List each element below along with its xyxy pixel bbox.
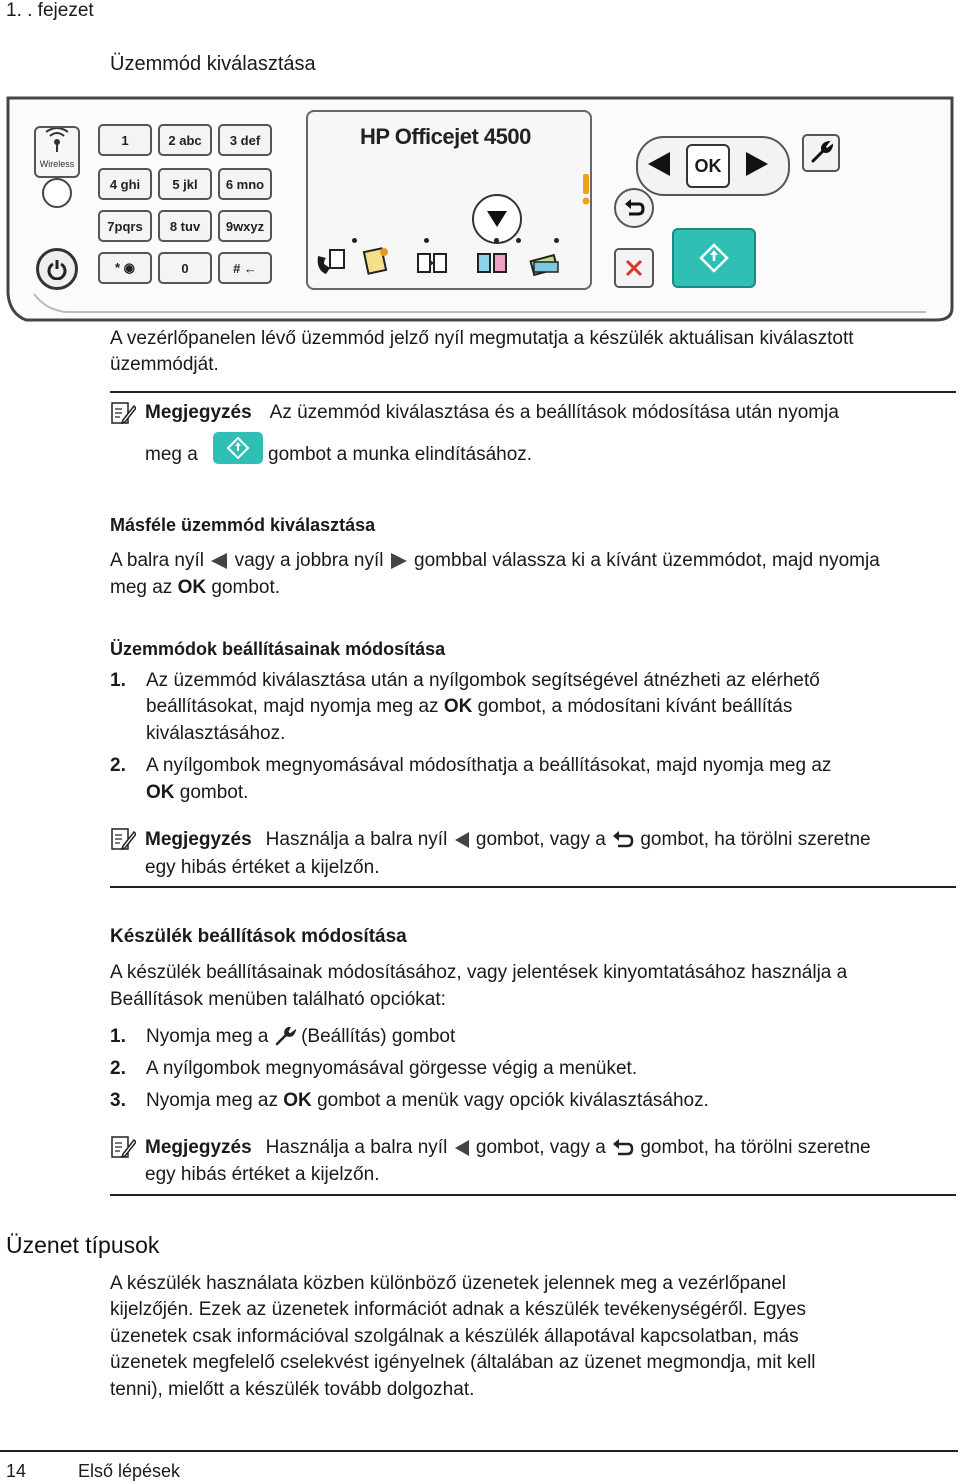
section-5-line-5: tenni), mielőtt a készülék tovább dolgozhat. bbox=[110, 1379, 475, 1400]
start-diamond-icon bbox=[699, 243, 729, 273]
note-1-line-1 bbox=[145, 400, 839, 426]
arrow-down-icon bbox=[485, 209, 509, 229]
footer-rule bbox=[0, 1450, 958, 1452]
photo-print-icon bbox=[528, 248, 562, 280]
section-2-line-2 bbox=[110, 575, 280, 601]
key-6[interactable]: 6 mno bbox=[218, 168, 272, 200]
mode-dot bbox=[424, 238, 429, 243]
key-1[interactable]: 1 bbox=[98, 124, 152, 156]
section-title-change-settings: Üzemmódok beállításainak módosítása bbox=[110, 639, 446, 659]
chapter-header: 1. . fejezet bbox=[6, 0, 94, 21]
section-4-para-1: A készülék beállításainak módosításához, vagy jelentések kinyomtatásához használja a bbox=[110, 962, 848, 983]
section-title-device-settings: Készülék beállítások módosítása bbox=[110, 926, 407, 947]
list-number: 1. bbox=[110, 1026, 126, 1047]
mode-dot bbox=[554, 238, 559, 243]
list-number: 2. bbox=[110, 755, 126, 776]
list-item-2-line-2 bbox=[146, 780, 248, 806]
wireless-button[interactable] bbox=[42, 178, 72, 208]
list-item-2-line-1: A nyílgombok megnyomásával módosíthatja a beállításokat, majd nyomja meg az bbox=[146, 755, 832, 776]
note-3-line-2: egy hibás értéket a kijelzőn. bbox=[145, 1164, 380, 1185]
section-5-line-3: üzenetek csak információval szolgálnak a készülék állapotával kapcsolatban, más bbox=[110, 1326, 799, 1347]
note-rule bbox=[110, 886, 956, 888]
key-4[interactable]: 4 ghi bbox=[98, 168, 152, 200]
back-arrow-icon bbox=[623, 198, 645, 218]
list-item-1-line-3: kiválasztásához. bbox=[146, 723, 286, 744]
control-panel-illustration bbox=[6, 94, 956, 326]
note-pencil-icon bbox=[110, 826, 136, 852]
right-arrow-icon bbox=[389, 551, 409, 571]
list-text: gombot, a módosítani kívánt beállítás bbox=[477, 696, 793, 717]
copy-mode-icon bbox=[416, 248, 450, 280]
note-label: Megjegyzés bbox=[145, 829, 252, 850]
section-2-text: meg az bbox=[110, 577, 173, 598]
wireless-label: Wireless bbox=[39, 159, 75, 169]
note-1-line-2 bbox=[145, 442, 198, 468]
section-2-text: gombbal válassza ki a kívánt üzemmódot, majd nyomja bbox=[414, 550, 880, 571]
list-text: (Beállítás) gombot bbox=[301, 1026, 456, 1047]
attention-icon bbox=[578, 172, 594, 206]
start-button-inline-icon bbox=[213, 432, 263, 464]
section-5-line-4: üzenetek megfelelő cselekvést igényelnek (általában az üzenet megmondja, mit kell bbox=[110, 1352, 816, 1373]
left-arrow-button[interactable] bbox=[646, 150, 672, 178]
note-text: Az üzemmód kiválasztása és a beállítások módosítása után nyomja bbox=[269, 402, 839, 423]
section-title-other-mode: Másféle üzemmód kiválasztása bbox=[110, 515, 376, 535]
intro-line-1: A vezérlőpanelen lévő üzemmód jelző nyíl megmutatja a készülék aktuálisan kiválasztott bbox=[110, 328, 854, 349]
left-arrow-icon bbox=[453, 1138, 471, 1158]
list-item-1 bbox=[146, 1024, 455, 1050]
wireless-icon bbox=[36, 128, 78, 154]
note-rule bbox=[110, 1194, 956, 1196]
display-title: HP Officejet 4500 bbox=[360, 124, 531, 149]
section-5-line-2: kijelzőjén. Ezek az üzenetek információt adnak a készülék tevékenységéről. Egyes bbox=[110, 1299, 806, 1320]
section-2-text: vagy a jobbra nyíl bbox=[234, 550, 384, 571]
list-number: 3. bbox=[110, 1090, 126, 1111]
wireless-indicator bbox=[34, 126, 80, 178]
note-3-line-1 bbox=[145, 1135, 871, 1161]
note-pencil-icon bbox=[110, 1134, 136, 1160]
cancel-x-icon bbox=[624, 258, 644, 278]
list-text: gombot a menük vagy opciók kiválasztásához. bbox=[317, 1090, 709, 1111]
section-title-mode-select: Üzemmód kiválasztása bbox=[110, 53, 316, 75]
ok-button[interactable]: OK bbox=[686, 144, 730, 188]
section-4-para-2: Beállítások menüben található opciókat: bbox=[110, 989, 446, 1010]
fax-mode-icon bbox=[314, 246, 348, 278]
note-text: gombot, vagy a bbox=[475, 1137, 606, 1158]
key-7[interactable]: 7pqrs bbox=[98, 210, 152, 242]
list-number: 1. bbox=[110, 670, 126, 691]
start-diamond-icon bbox=[226, 436, 250, 460]
list-number: 2. bbox=[110, 1058, 126, 1079]
key-hash[interactable]: # ← bbox=[218, 252, 272, 284]
note-label: Megjegyzés bbox=[145, 402, 252, 423]
section-title-message-types: Üzenet típusok bbox=[6, 1232, 160, 1258]
list-item-3 bbox=[146, 1088, 709, 1114]
list-text: Nyomja meg a bbox=[146, 1026, 269, 1047]
right-arrow-button[interactable] bbox=[744, 150, 770, 178]
back-button[interactable] bbox=[614, 188, 654, 228]
back-arrow-icon bbox=[611, 1138, 635, 1158]
wrench-icon bbox=[809, 141, 833, 165]
note-rule bbox=[110, 391, 956, 393]
mode-indicator-arrow bbox=[472, 194, 522, 244]
note-2-line-1 bbox=[145, 827, 871, 853]
note-1-line-2b: gombot a munka elindításához. bbox=[268, 444, 533, 465]
ok-label: OK bbox=[146, 782, 175, 803]
ok-label: OK bbox=[177, 577, 207, 598]
note-text: gombot, ha törölni szeretne bbox=[640, 1137, 871, 1158]
mode-dot bbox=[352, 238, 357, 243]
start-button[interactable] bbox=[672, 228, 756, 288]
cancel-button[interactable] bbox=[614, 248, 654, 288]
key-3[interactable]: 3 def bbox=[218, 124, 272, 156]
list-item-2: A nyílgombok megnyomásával görgesse végig a menüket. bbox=[146, 1058, 638, 1079]
list-text: gombot. bbox=[179, 782, 249, 803]
settings-button[interactable] bbox=[802, 134, 840, 172]
section-2-line-1 bbox=[110, 548, 880, 574]
key-0[interactable]: 0 bbox=[158, 252, 212, 284]
wrench-icon bbox=[274, 1027, 296, 1047]
power-button[interactable] bbox=[36, 248, 78, 290]
note-text: Használja a balra nyíl bbox=[265, 1137, 448, 1158]
photo-mode-icon bbox=[360, 244, 394, 276]
section-2-text: gombot. bbox=[211, 577, 281, 598]
left-arrow-icon bbox=[453, 830, 471, 850]
list-item-1-line-1: Az üzemmód kiválasztása után a nyílgombok segítségével átnézheti az elérhető bbox=[146, 670, 820, 691]
key-8[interactable]: 8 tuv bbox=[158, 210, 212, 242]
ok-label: OK bbox=[443, 696, 473, 717]
footer-title: Első lépések bbox=[78, 1461, 181, 1481]
note-text: gombot, vagy a bbox=[475, 829, 606, 850]
note-label: Megjegyzés bbox=[145, 1137, 252, 1158]
ok-label: OK bbox=[283, 1090, 312, 1111]
back-arrow-icon bbox=[611, 830, 635, 850]
note-text: gombot, ha törölni szeretne bbox=[640, 829, 871, 850]
key-9[interactable]: 9wxyz bbox=[218, 210, 272, 242]
left-arrow-icon bbox=[209, 551, 229, 571]
scan-mode-icon bbox=[476, 248, 510, 280]
key-star[interactable]: * ◉ bbox=[98, 252, 152, 284]
intro-line-2: üzemmódját. bbox=[110, 354, 219, 375]
note-text: Használja a balra nyíl bbox=[265, 829, 448, 850]
key-2[interactable]: 2 abc bbox=[158, 124, 212, 156]
list-text: beállításokat, majd nyomja meg az bbox=[146, 696, 439, 717]
note-text: meg a bbox=[145, 444, 198, 465]
list-item-1-line-2 bbox=[146, 694, 792, 720]
mode-dot bbox=[516, 238, 521, 243]
mode-dot bbox=[494, 238, 499, 243]
footer-page-number: 14 bbox=[6, 1461, 27, 1481]
note-2-line-2: egy hibás értéket a kijelzőn. bbox=[145, 857, 380, 878]
note-pencil-icon bbox=[110, 400, 136, 426]
power-icon bbox=[46, 258, 68, 280]
section-2-text: A balra nyíl bbox=[110, 550, 204, 571]
list-text: Nyomja meg az bbox=[146, 1090, 278, 1111]
key-5[interactable]: 5 jkl bbox=[158, 168, 212, 200]
section-5-line-1: A készülék használata közben különböző üzenetek jelennek meg a vezérlőpanel bbox=[110, 1273, 787, 1294]
